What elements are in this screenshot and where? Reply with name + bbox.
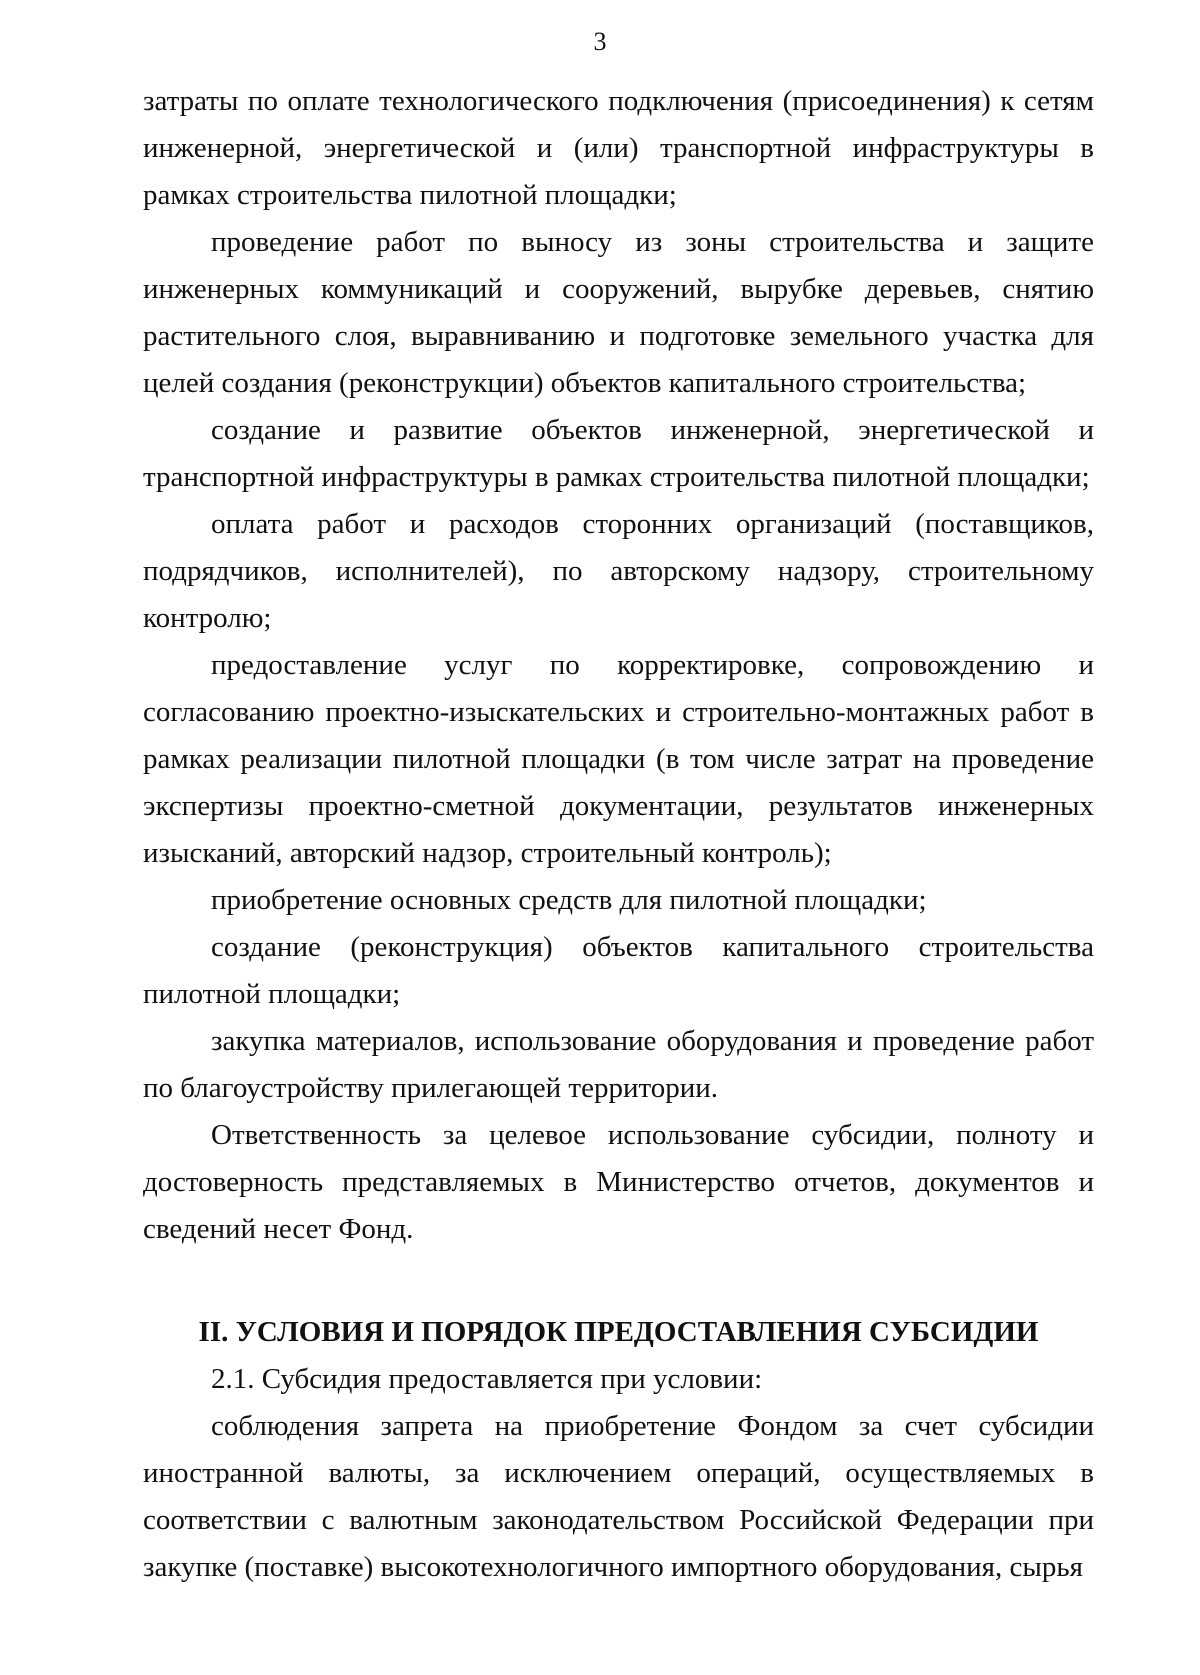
paragraph-infrastructure-development: создание и развитие объектов инженерной, энергетической и транспортной инфраструктуры в рамках строительства пилотной площадки;: [143, 414, 1094, 493]
paragraph-contractor-payment: оплата работ и расходов сторонних организаций (поставщиков, подрядчиков, исполнителей), по авторскому надзору, строительному контролю;: [143, 508, 1094, 634]
paragraph-responsibility: Ответственность за целевое использование субсидии, полноту и достоверность представляемых в Министерство отчетов, документов и сведений несет Фонд.: [143, 1119, 1094, 1245]
section-heading: II. УСЛОВИЯ И ПОРЯДОК ПРЕДОСТАВЛЕНИЯ СУБСИДИИ: [198, 1316, 1039, 1348]
paragraph-capital-construction: создание (реконструкция) объектов капитального строительства пилотной площадки;: [143, 931, 1094, 1010]
paragraph-currency-restriction: соблюдения запрета на приобретение Фондом за счет субсидии иностранной валюты, за исключением операций, осуществляемых в соответствии с валютным законодательством Российской Федерации при закупке (поставке) высокотехнологичного импортного оборудования, сырья: [143, 1410, 1094, 1583]
paragraph-utility-connection-costs: затраты по оплате технологического подключения (присоединения) к сетям инженерной, энергетической и (или) транспортной инфраструктуры в рамках строительства пилотной площадки;: [143, 85, 1094, 211]
paragraph-site-preparation: проведение работ по выносу из зоны строительства и защите инженерных коммуникаций и сооружений, вырубке деревьев, снятию растительного слоя, выравниванию и подготовке земельного участка для целей создания (реконструкции) объектов капитального строительства;: [143, 226, 1094, 399]
paragraph-clause-2-1: 2.1. Субсидия предоставляется при условии:: [211, 1363, 763, 1395]
document-body: [143, 78, 1094, 1591]
page-number: 3: [593, 27, 607, 56]
paragraph-landscaping: закупка материалов, использование оборудования и проведение работ по благоустройству прилегающей территории.: [143, 1025, 1094, 1104]
paragraph-design-services: предоставление услуг по корректировке, сопровождению и согласованию проектно-изыскательских и строительно-монтажных работ в рамках реализации пилотной площадки (в том числе затрат на проведение экспертизы проектно-сметной документации, результатов инженерных изысканий, авторский надзор, строительный контроль);: [143, 649, 1094, 869]
paragraph-fixed-assets: приобретение основных средств для пилотной площадки;: [211, 884, 927, 916]
